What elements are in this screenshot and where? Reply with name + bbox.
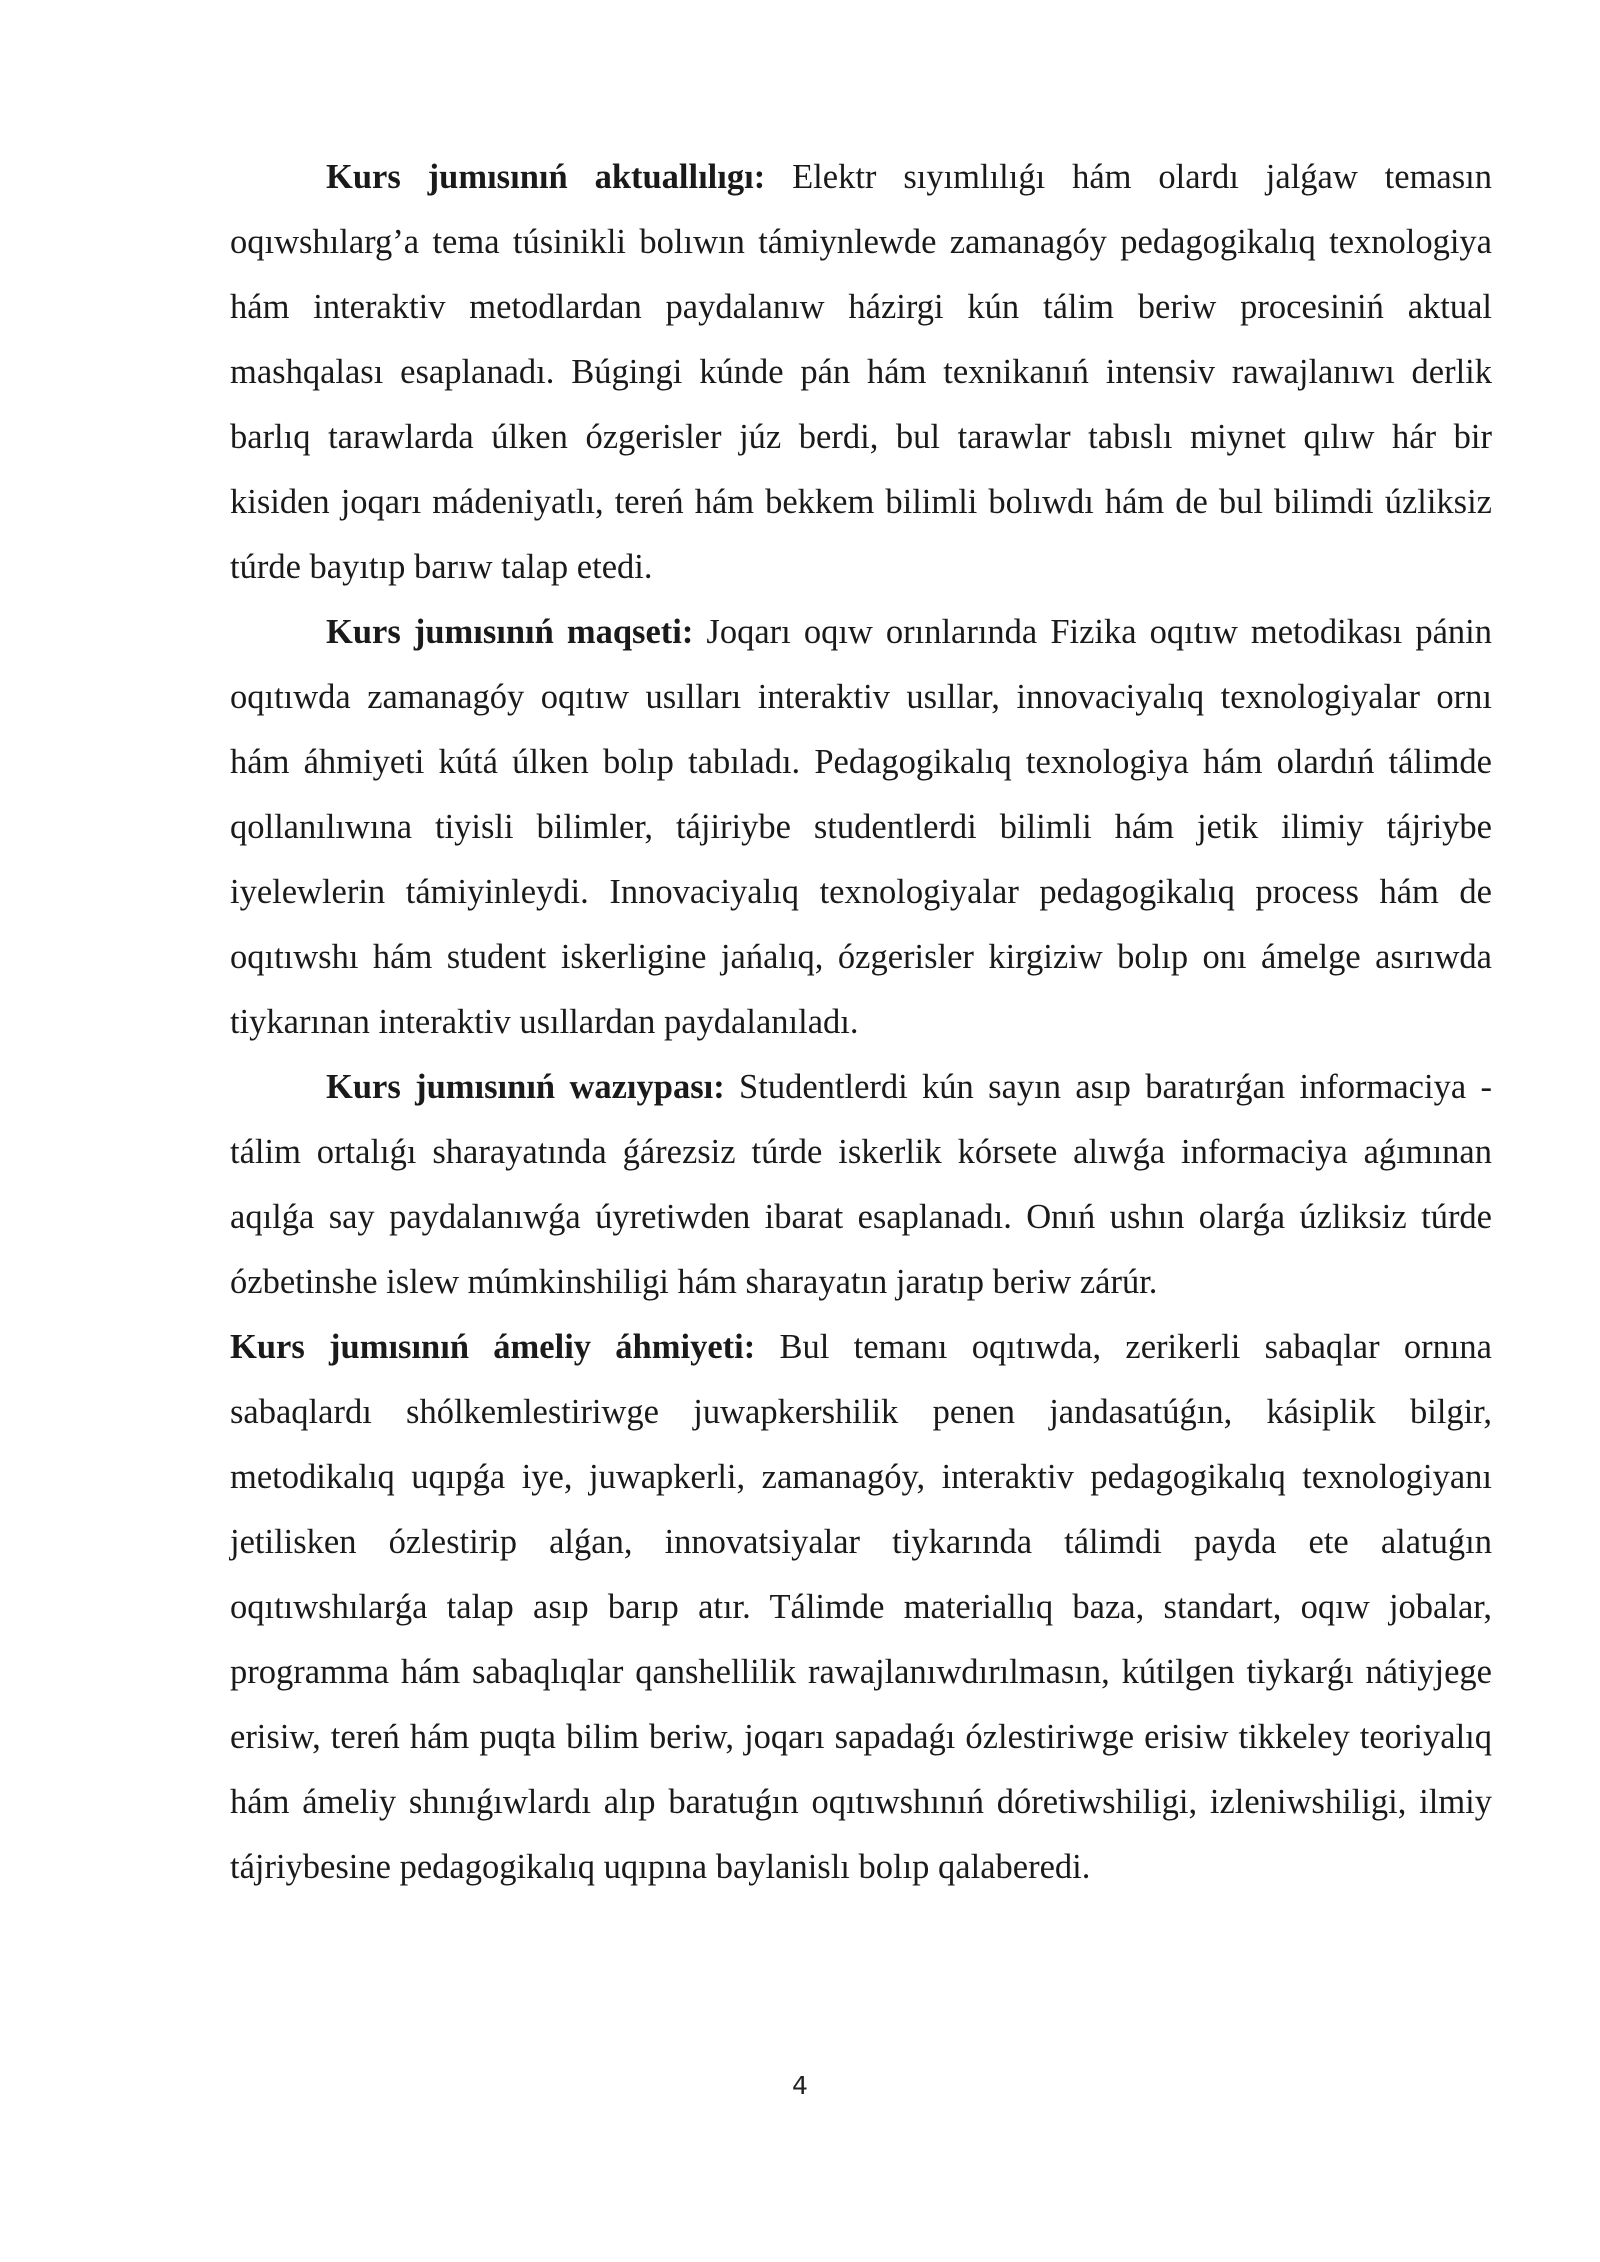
page-number: 4 [792,2071,808,2100]
paragraph-heading: Kurs jumısınıń wazıypası: [326,1068,725,1106]
paragraph-task [230,1055,1492,1315]
paragraph-heading: Kurs jumısınıń maqseti: [326,613,694,651]
paragraph-text: Bul temanı oqıtıwda, zerikerli sabaqlar ornına sabaqlardı shólkemlestiriwge juwapkershilik penen jandasatúǵın, kásiplik bilgir, metodikalıq uqıpǵa iye, juwapkerli, zamanagóy, interaktiv pedagogikalıq texnologiyanı jetilisken ózlestirip alǵan, innovatsiyalar tiykarında tálimdi payda ete alatuǵın oqıtıwshılarǵa talap asıp barıp atır. Tálimde materiallıq baza, standart, oqıw jobalar, programma hám sabaqlıqlar qanshellilik rawajlanıwdırılmasın, kútilgen tiykarǵı nátiyjege erisiw, tereń hám puqta bilim beriw, joqarı sapadaǵı ózlestiriwge erisiw tikkeley teoriyalıq hám ámeliy shınıǵıwlardı alıp baratuǵın oqıtıwshınıń dóretiwshiligi, izleniwshiligi, ilmiy tájriybesine pedagogikalıq uqıpına baylanislı bolıp qalaberedi. [230,1328,1492,1886]
paragraph-practical-importance [230,1315,1492,1900]
paragraph-heading: Kurs jumısınıń aktuallılıgı: [326,158,766,196]
paragraph-text: Elektr sıyımlılıǵı hám olardı jalǵaw temasın oqıwshılarg’a tema túsinikli bolıwın támiynlewde zamanagóy pedagogikalıq texnologiya hám interaktiv metodlardan paydalanıw házirgi kún tálim beriw procesiniń aktual mashqalası esaplanadı. Búgingi kúnde pán hám texnikanıń intensiv rawajlanıwı derlik barlıq tarawlarda úlken ózgerisler júz berdi, bul tarawlar tabıslı miynet qılıw hár bir kisiden joqarı mádeniyatlı, tereń hám bekkem bilimli bolıwdı hám de bul bilimdi úzliksiz túrde bayıtıp barıw talap etedi. [230,158,1492,586]
paragraph-text: Studentlerdi kún sayın asıp baratırǵan informaciya -tálim ortalıǵı sharayatında ǵárezsiz túrde iskerlik kórsete alıwǵa informaciya aǵımınan aqılǵa say paydalanıwǵa úyretiwden ibarat esaplanadı. Onıń ushın olarǵa úzliksiz túrde ózbetinshe islew múmkinshiligi hám sharayatın jaratıp beriw zárúr. [230,1068,1492,1301]
paragraph-heading: Kurs jumısınıń ámeliy áhmiyeti: [230,1328,756,1366]
page-body [230,145,1492,1900]
paragraph-text: Joqarı oqıw orınlarında Fizika oqıtıw metodikası pánin oqıtıwda zamanagóy oqıtıw usılları interaktiv usıllar, innovaciyalıq texnologiyalar ornı hám áhmiyeti kútá úlken bolıp tabıladı. Pedagogikalıq texnologiya hám olardıń tálimde qollanılıwına tiyisli bilimler, tájiriybe studentlerdi bilimli hám jetik ilimiy tájriybe iyelewlerin támiyinleydi. Innovaciyalıq texnologiyalar pedagogikalıq process hám de oqıtıwshı hám student iskerligine jańalıq, ózgerisler kirgiziw bolıp onı ámelge asırıwda tiykarınan interaktiv usıllardan paydalanıladı. [230,613,1492,1041]
paragraph-actuality [230,145,1492,600]
paragraph-goal [230,600,1492,1055]
